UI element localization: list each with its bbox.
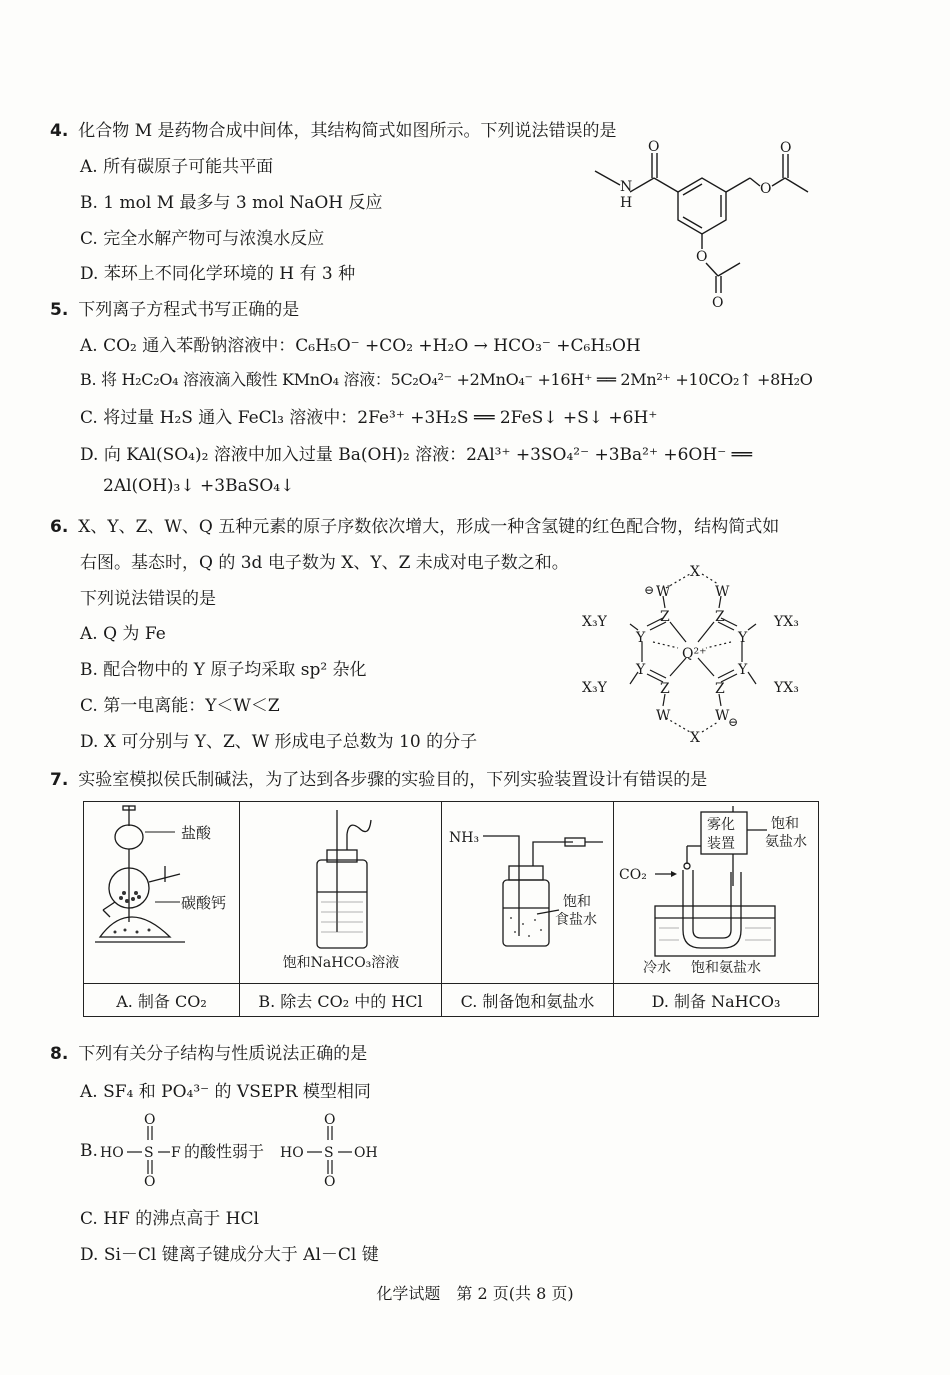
q6-z-upper-right: Z bbox=[715, 609, 725, 625]
label-nh3: NH₃ bbox=[448, 830, 479, 846]
q4-o-label-5: O bbox=[712, 295, 724, 310]
panel-d-bicarbonate-setup bbox=[614, 802, 819, 984]
panel-c-gas-absorption bbox=[442, 802, 614, 984]
label-brine: 食盐水 bbox=[554, 912, 597, 928]
q6-option-b: B. 配合物中的 Y 原子均采取 sp² 杂化 bbox=[80, 660, 367, 680]
q4-option-b: B. 1 mol M 最多与 3 mol NaOH 反应 bbox=[80, 193, 383, 213]
q6-z-lower-left: Z bbox=[660, 681, 670, 697]
q6-y-upper-right: Y bbox=[738, 630, 748, 646]
q6-w-bottom-right: W bbox=[715, 708, 730, 724]
q6-y-upper-left: Y bbox=[636, 630, 646, 646]
q6-y-lower-left: Y bbox=[636, 662, 646, 678]
q8-option-d: D. Si－Cl 键离子键成分大于 Al－Cl 键 bbox=[80, 1245, 379, 1265]
q5-option-b: B. 将 H₂C₂O₄ 溶液滴入酸性 KMnO₄ 溶液：5C₂O₄²⁻ +2MnO₄⁻ +16H⁺ ══ 2Mn²⁺ +10CO₂↑ +8H₂O bbox=[80, 370, 813, 389]
q6-complex-diagram bbox=[578, 560, 818, 750]
q6-x3y-upper: X₃Y bbox=[582, 614, 607, 630]
q6-x-bottom: X bbox=[690, 730, 700, 746]
q6-number: 6. bbox=[50, 517, 69, 537]
q4-stem: 4. 化合物 M 是药物合成中间体，其结构简式如图所示。下列说法错误的是 bbox=[50, 121, 617, 141]
panel-a-kipp-generator bbox=[84, 802, 240, 984]
label-amm-brine-bottom: 饱和氨盐水 bbox=[690, 960, 761, 976]
label-nahco3-solution: 饱和NaHCO₃溶液 bbox=[282, 955, 399, 971]
q6-minus-top: ⊖ bbox=[644, 583, 655, 597]
q6-q-center: Q²⁺ bbox=[682, 646, 707, 662]
q8-mol2-s: S bbox=[324, 1145, 334, 1161]
q5-option-d-line1: D. 向 KAl(SO₄)₂ 溶液中加入过量 Ba(OH)₂ 溶液：2Al³⁺ +3SO₄²⁻ +3Ba²⁺ +6OH⁻ ══ bbox=[80, 445, 753, 465]
q8-mol1-o-bottom: O bbox=[144, 1174, 156, 1188]
q8-option-b-formulas bbox=[100, 1112, 400, 1188]
q8-mol2-o-top: O bbox=[324, 1112, 336, 1128]
q6-option-c: C. 第一电离能：Y＜W＜Z bbox=[80, 696, 280, 716]
q6-z-lower-right: Z bbox=[715, 681, 725, 697]
q6-x-top: X bbox=[690, 564, 700, 580]
q6-z-upper-left: Z bbox=[660, 609, 670, 625]
q7-number: 7. bbox=[50, 770, 69, 790]
q6-w-top-right: W bbox=[715, 584, 730, 600]
q8-mol2-o-bottom: O bbox=[324, 1174, 336, 1188]
q4-o-label-4: O bbox=[696, 249, 708, 265]
q5-option-c: C. 将过量 H₂S 通入 FeCl₃ 溶液中：2Fe³⁺ +3H₂S ══ 2FeS↓ +S↓ +6H⁺ bbox=[80, 408, 658, 428]
q5-option-d-line2: 2Al(OH)₃↓ +3BaSO₄↓ bbox=[103, 476, 295, 496]
q6-minus-bottom: ⊖ bbox=[728, 715, 739, 729]
q5-option-a: A. CO₂ 通入苯酚钠溶液中：C₆H₅O⁻ +CO₂ +H₂O → HCO₃⁻ +C₆H₅OH bbox=[80, 336, 641, 356]
q6-x3y-lower: X₃Y bbox=[582, 680, 607, 696]
q4-o-label-2: O bbox=[760, 181, 772, 197]
label-co2: CO₂ bbox=[618, 867, 647, 883]
q5-stem: 5. 下列离子方程式书写正确的是 bbox=[50, 300, 300, 320]
q4-o-label-3: O bbox=[780, 140, 792, 156]
kipp-apparatus-image bbox=[85, 802, 239, 978]
q8-mol1-s: S bbox=[144, 1145, 154, 1161]
q5-number: 5. bbox=[50, 300, 69, 320]
q8-b-comparison: 的酸性弱于 bbox=[184, 1142, 265, 1161]
q6-w-top-left: W bbox=[656, 584, 671, 600]
q8-mol1-o-top: O bbox=[144, 1112, 156, 1128]
label-cold-water: 冷水 bbox=[642, 960, 671, 976]
page-footer: 化学试题 第 2 页(共 8 页) bbox=[376, 1284, 574, 1303]
label-saturated: 饱和 bbox=[562, 894, 591, 910]
q6-option-d: D. X 可分别与 Y、Z、W 形成电子总数为 10 的分子 bbox=[80, 732, 478, 752]
q6-stem-line2: 右图。基态时，Q 的 3d 电子数为 X、Y、Z 未成对电子数之和。 bbox=[80, 553, 569, 573]
label-amm-brine-1: 饱和 bbox=[770, 816, 799, 832]
q8-stem: 8. 下列有关分子结构与性质说法正确的是 bbox=[50, 1044, 368, 1064]
label-atomizer-2: 装置 bbox=[706, 836, 735, 852]
q8-number: 8. bbox=[50, 1044, 69, 1064]
panel-b-washing-bottle bbox=[240, 802, 442, 984]
q4-option-a: A. 所有碳原子可能共平面 bbox=[80, 157, 274, 177]
q4-h-label: H bbox=[620, 195, 633, 211]
q4-option-c: C. 完全水解产物可与浓溴水反应 bbox=[80, 229, 325, 249]
q7-stem: 7. 实验室模拟侯氏制碱法，为了达到各步骤的实验目的，下列实验装置设计有错误的是 bbox=[50, 770, 708, 790]
caption-a: A. 制备 CO₂ bbox=[84, 984, 240, 1017]
q8-option-c: C. HF 的沸点高于 HCl bbox=[80, 1209, 259, 1229]
q4-number: 4. bbox=[50, 121, 69, 141]
caption-c: C. 制备饱和氨盐水 bbox=[442, 984, 614, 1017]
q6-w-bottom-left: W bbox=[656, 708, 671, 724]
q8-mol2-oh: OH bbox=[354, 1145, 378, 1161]
q6-yx3-upper: YX₃ bbox=[774, 614, 799, 630]
label-amm-brine-2: 氨盐水 bbox=[764, 834, 807, 850]
q8-option-b-prefix: B. bbox=[80, 1141, 98, 1161]
q4-o-label-1: O bbox=[648, 139, 660, 155]
q4-n-label: N bbox=[620, 179, 633, 195]
q4-structure-diagram bbox=[580, 135, 810, 310]
label-caco3: 碳酸钙 bbox=[180, 894, 226, 912]
q6-option-a: A. Q 为 Fe bbox=[80, 624, 166, 644]
q8-option-a: A. SF₄ 和 PO₄³⁻ 的 VSEPR 模型相同 bbox=[80, 1082, 371, 1102]
q7-apparatus-table bbox=[83, 801, 819, 1017]
q8-mol1-f: F bbox=[171, 1145, 181, 1161]
q8-mol2-ho: HO bbox=[280, 1145, 304, 1161]
q8-mol1-ho: HO bbox=[100, 1145, 124, 1161]
caption-b: B. 除去 CO₂ 中的 HCl bbox=[240, 984, 442, 1017]
q6-stem-line1: 6. X、Y、Z、W、Q 五种元素的原子序数依次增大，形成一种含氢键的红色配合物，结构简式如 bbox=[50, 517, 780, 537]
q4-option-d: D. 苯环上不同化学环境的 H 有 3 种 bbox=[80, 264, 356, 284]
label-atomizer-1: 雾化 bbox=[706, 817, 735, 833]
gas-washing-bottle-image bbox=[241, 802, 441, 978]
caption-d: D. 制备 NaHCO₃ bbox=[614, 984, 819, 1017]
q6-yx3-lower: YX₃ bbox=[774, 680, 799, 696]
bicarbonate-apparatus-image bbox=[615, 802, 818, 978]
q6-y-lower-right: Y bbox=[738, 662, 748, 678]
absorption-bottle-image bbox=[443, 802, 613, 978]
label-hcl: 盐酸 bbox=[180, 824, 211, 842]
q6-stem-line3: 下列说法错误的是 bbox=[80, 589, 216, 609]
